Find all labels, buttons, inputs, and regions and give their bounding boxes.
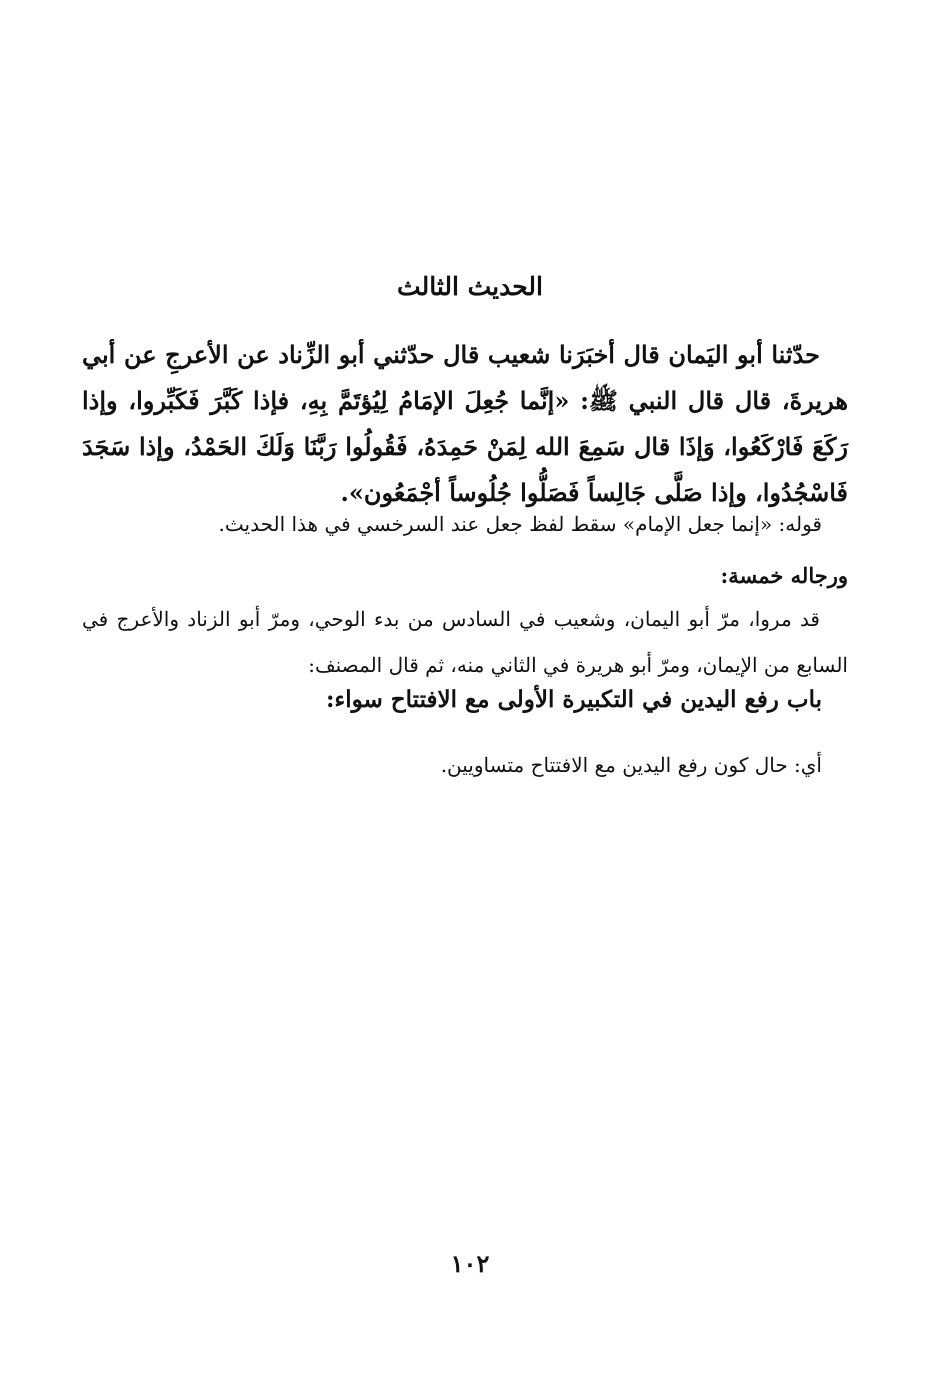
narrators-paragraph: قد مروا، مرّ أبو اليمان، وشعيب في السادس من بدء الوحي، ومرّ أبو الزناد والأعرج في السابع من الإيمان، ومرّ أبو هريرة في الثاني منه، ثم قال المصنف: [82,607,848,677]
chapter-explanation: أي: حال كون رفع اليدين مع الافتتاح متساويين. [440,753,822,777]
chapter-heading: باب رفع اليدين في التكبيرة الأولى مع الافتتاح سواء: [325,686,822,713]
section-title: الحديث الثالث [397,272,543,301]
commentary-note: قوله: «إنما جعل الإمام» سقط لفظ جعل عند السرخسي في هذا الحديث. [218,512,822,536]
hadith-paragraph: حدّثنا أبو اليَمان قال أخبَرَنا شعيب قال حدّثني أبو الزِّناد عن الأعرجِ عن أبي هريرةَ، قال قال النبي ﷺ: «إنَّما جُعِلَ الإمَامُ لِيُؤتَمَّ بِهِ، فإذا كَبَّرَ فَكَبِّروا، وإذا رَكَعَ فَارْكَعُوا، وَإذَا قال سَمِعَ الله لِمَنْ حَمِدَهُ، فَقُولُوا رَبَّنَا وَلَكَ الحَمْدُ، وإذا سَجَدَ فَاسْجُدُوا، وإذا صَلَّى جَالِساً فَصَلُّوا جُلُوساً أجْمَعُون». [82,340,849,507]
narrators-heading: ورجاله خمسة: [720,563,848,588]
page-number: ١٠٢ [450,1249,490,1278]
